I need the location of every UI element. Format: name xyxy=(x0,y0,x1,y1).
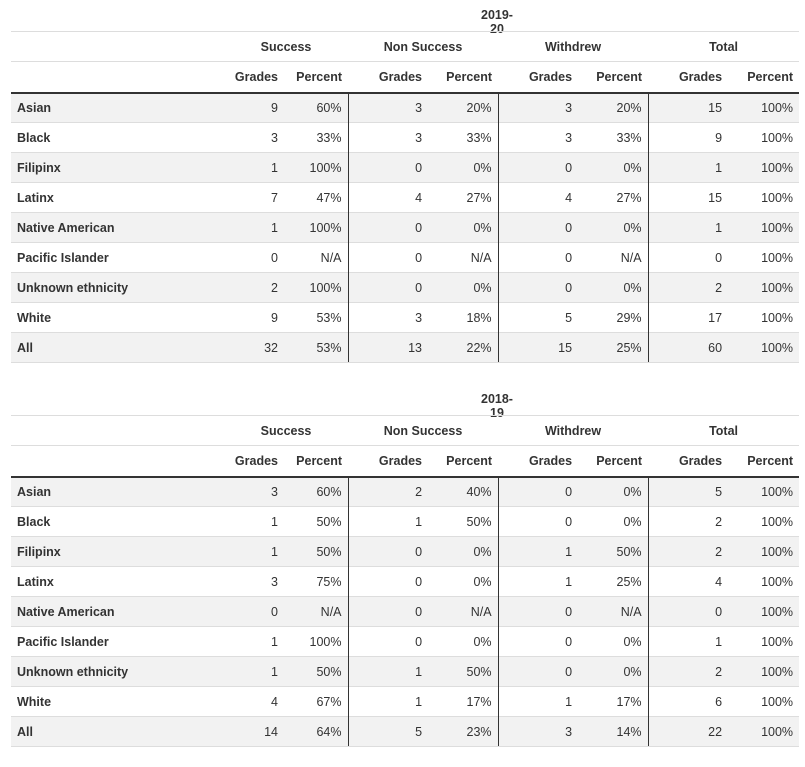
table-row xyxy=(11,93,799,123)
table-row xyxy=(11,213,799,243)
row-label: Asian xyxy=(11,93,224,123)
percent-cell: 50% xyxy=(578,537,648,567)
grades-cell: 4 xyxy=(224,687,284,717)
percent-cell: 0% xyxy=(578,153,648,183)
percent-cell: N/A xyxy=(284,243,348,273)
table-row xyxy=(11,627,799,657)
percent-cell: 50% xyxy=(284,507,348,537)
row-label: Unknown ethnicity xyxy=(11,273,224,303)
percent-cell: 60% xyxy=(284,93,348,123)
percent-cell: 25% xyxy=(578,567,648,597)
grades-cell: 2 xyxy=(648,657,728,687)
table-row xyxy=(11,687,799,717)
percent-cell: 100% xyxy=(728,303,799,333)
grades-cell: 13 xyxy=(348,333,428,363)
percent-column-header: Percent xyxy=(284,446,348,477)
grades-cell: 0 xyxy=(348,597,428,627)
percent-column-header: Percent xyxy=(728,446,799,477)
grades-cell: 0 xyxy=(498,627,578,657)
grades-cell: 2 xyxy=(648,507,728,537)
group-header: Withdrew xyxy=(498,416,648,446)
grades-cell: 3 xyxy=(224,123,284,153)
table-row xyxy=(11,567,799,597)
grades-cell: 1 xyxy=(224,657,284,687)
table-row xyxy=(11,333,799,363)
percent-cell: 50% xyxy=(428,507,498,537)
table-row xyxy=(11,717,799,747)
grades-cell: 3 xyxy=(498,717,578,747)
row-label: Black xyxy=(11,123,224,153)
row-label: Asian xyxy=(11,477,224,507)
percent-cell: 100% xyxy=(728,183,799,213)
grades-cell: 0 xyxy=(348,537,428,567)
percent-column-header: Percent xyxy=(578,62,648,93)
table-row xyxy=(11,243,799,273)
percent-cell: 100% xyxy=(728,333,799,363)
grades-cell: 5 xyxy=(498,303,578,333)
percent-cell: 100% xyxy=(728,687,799,717)
grades-cell: 15 xyxy=(648,183,728,213)
grades-cell: 0 xyxy=(498,273,578,303)
grades-cell: 1 xyxy=(224,627,284,657)
column-header-row xyxy=(11,62,799,93)
percent-column-header: Percent xyxy=(578,446,648,477)
group-header: Withdrew xyxy=(498,32,648,62)
grades-cell: 22 xyxy=(648,717,728,747)
grades-cell: 4 xyxy=(348,183,428,213)
row-label: Latinx xyxy=(11,183,224,213)
grades-column-header: Grades xyxy=(348,62,428,93)
grades-cell: 0 xyxy=(498,507,578,537)
grades-cell: 0 xyxy=(348,153,428,183)
grades-cell: 3 xyxy=(224,477,284,507)
percent-cell: 22% xyxy=(428,333,498,363)
ethnicity-outcomes-table xyxy=(11,415,799,747)
grades-cell: 2 xyxy=(648,537,728,567)
grades-cell: 0 xyxy=(224,243,284,273)
percent-cell: 40% xyxy=(428,477,498,507)
percent-cell: 0% xyxy=(428,153,498,183)
percent-cell: 100% xyxy=(728,243,799,273)
percent-cell: 0% xyxy=(578,657,648,687)
row-label: Filipinx xyxy=(11,537,224,567)
percent-cell: 53% xyxy=(284,303,348,333)
percent-cell: 33% xyxy=(578,123,648,153)
grades-cell: 0 xyxy=(498,657,578,687)
percent-cell: 100% xyxy=(284,273,348,303)
grades-cell: 1 xyxy=(498,687,578,717)
percent-cell: 29% xyxy=(578,303,648,333)
grades-cell: 0 xyxy=(348,567,428,597)
grades-cell: 9 xyxy=(648,123,728,153)
row-label: All xyxy=(11,333,224,363)
percent-cell: 25% xyxy=(578,333,648,363)
percent-cell: 20% xyxy=(578,93,648,123)
percent-cell: 100% xyxy=(284,627,348,657)
table-row xyxy=(11,273,799,303)
grades-cell: 2 xyxy=(224,273,284,303)
table-row xyxy=(11,597,799,627)
percent-cell: 100% xyxy=(728,627,799,657)
grades-cell: 3 xyxy=(498,123,578,153)
empty-header-cell xyxy=(11,62,224,93)
row-label: Pacific Islander xyxy=(11,627,224,657)
percent-cell: 0% xyxy=(428,627,498,657)
percent-cell: 53% xyxy=(284,333,348,363)
grades-column-header: Grades xyxy=(498,62,578,93)
percent-cell: 18% xyxy=(428,303,498,333)
percent-cell: 33% xyxy=(284,123,348,153)
column-header-row xyxy=(11,446,799,477)
percent-column-header: Percent xyxy=(428,446,498,477)
grades-cell: 1 xyxy=(224,153,284,183)
grades-cell: 7 xyxy=(224,183,284,213)
empty-header-cell xyxy=(11,446,224,477)
table-row xyxy=(11,507,799,537)
percent-cell: 0% xyxy=(578,477,648,507)
row-label: Unknown ethnicity xyxy=(11,657,224,687)
percent-cell: 60% xyxy=(284,477,348,507)
grades-cell: 1 xyxy=(648,153,728,183)
grades-cell: 0 xyxy=(348,627,428,657)
percent-cell: 100% xyxy=(728,597,799,627)
grades-cell: 0 xyxy=(648,597,728,627)
percent-cell: 47% xyxy=(284,183,348,213)
percent-cell: 0% xyxy=(578,213,648,243)
grades-cell: 1 xyxy=(348,507,428,537)
percent-cell: 50% xyxy=(428,657,498,687)
grades-cell: 9 xyxy=(224,93,284,123)
year-heading: 2019-20 xyxy=(481,8,513,36)
grades-column-header: Grades xyxy=(224,446,284,477)
year-heading-row xyxy=(11,392,799,420)
table-row xyxy=(11,303,799,333)
grades-cell: 3 xyxy=(348,123,428,153)
table-row xyxy=(11,477,799,507)
grades-cell: 1 xyxy=(224,507,284,537)
row-label: Latinx xyxy=(11,567,224,597)
percent-cell: 0% xyxy=(428,273,498,303)
table-row xyxy=(11,657,799,687)
percent-cell: 50% xyxy=(284,537,348,567)
grades-cell: 0 xyxy=(498,243,578,273)
table-row xyxy=(11,123,799,153)
grades-column-header: Grades xyxy=(498,446,578,477)
percent-cell: 100% xyxy=(728,537,799,567)
percent-cell: 0% xyxy=(578,627,648,657)
grades-cell: 0 xyxy=(498,597,578,627)
grades-cell: 0 xyxy=(648,243,728,273)
grades-cell: 1 xyxy=(498,567,578,597)
percent-cell: 0% xyxy=(428,537,498,567)
grades-cell: 0 xyxy=(348,243,428,273)
percent-cell: 100% xyxy=(728,657,799,687)
percent-column-header: Percent xyxy=(428,62,498,93)
grades-cell: 9 xyxy=(224,303,284,333)
grades-cell: 2 xyxy=(648,273,728,303)
percent-cell: 100% xyxy=(284,213,348,243)
grades-column-header: Grades xyxy=(648,446,728,477)
percent-cell: 0% xyxy=(428,213,498,243)
group-header-row xyxy=(11,416,799,446)
year-heading-row xyxy=(11,8,799,36)
grades-cell: 1 xyxy=(648,627,728,657)
grades-cell: 1 xyxy=(498,537,578,567)
grades-cell: 3 xyxy=(498,93,578,123)
percent-cell: N/A xyxy=(428,597,498,627)
group-header: Success xyxy=(224,32,348,62)
percent-cell: 23% xyxy=(428,717,498,747)
grades-cell: 17 xyxy=(648,303,728,333)
row-label: Native American xyxy=(11,213,224,243)
grades-cell: 2 xyxy=(348,477,428,507)
percent-cell: 20% xyxy=(428,93,498,123)
row-label: All xyxy=(11,717,224,747)
percent-cell: 17% xyxy=(578,687,648,717)
row-label: White xyxy=(11,687,224,717)
grades-column-header: Grades xyxy=(224,62,284,93)
percent-cell: 100% xyxy=(728,477,799,507)
percent-cell: N/A xyxy=(578,597,648,627)
percent-cell: 27% xyxy=(578,183,648,213)
grades-cell: 1 xyxy=(348,657,428,687)
table-row xyxy=(11,183,799,213)
grades-cell: 3 xyxy=(348,93,428,123)
grades-column-header: Grades xyxy=(648,62,728,93)
table-row xyxy=(11,153,799,183)
percent-column-header: Percent xyxy=(284,62,348,93)
grades-cell: 0 xyxy=(348,273,428,303)
grades-cell: 6 xyxy=(648,687,728,717)
percent-cell: 33% xyxy=(428,123,498,153)
grades-cell: 32 xyxy=(224,333,284,363)
percent-cell: 27% xyxy=(428,183,498,213)
group-header: Success xyxy=(224,416,348,446)
percent-cell: 0% xyxy=(428,567,498,597)
grades-cell: 1 xyxy=(348,687,428,717)
grades-cell: 15 xyxy=(648,93,728,123)
percent-cell: 64% xyxy=(284,717,348,747)
percent-column-header: Percent xyxy=(728,62,799,93)
empty-header-cell xyxy=(11,32,224,62)
year-heading: 2018-19 xyxy=(481,392,513,420)
percent-cell: 50% xyxy=(284,657,348,687)
percent-cell: 0% xyxy=(578,507,648,537)
row-label: Native American xyxy=(11,597,224,627)
group-header: Non Success xyxy=(348,416,498,446)
percent-cell: 100% xyxy=(728,567,799,597)
percent-cell: N/A xyxy=(578,243,648,273)
grades-column-header: Grades xyxy=(348,446,428,477)
empty-header-cell xyxy=(11,416,224,446)
grades-cell: 0 xyxy=(224,597,284,627)
group-header: Total xyxy=(648,416,799,446)
grades-cell: 0 xyxy=(498,153,578,183)
percent-cell: N/A xyxy=(284,597,348,627)
table-row xyxy=(11,537,799,567)
grades-cell: 5 xyxy=(648,477,728,507)
percent-cell: 67% xyxy=(284,687,348,717)
grades-cell: 1 xyxy=(648,213,728,243)
grades-cell: 14 xyxy=(224,717,284,747)
group-header: Non Success xyxy=(348,32,498,62)
percent-cell: 100% xyxy=(728,507,799,537)
ethnicity-outcomes-table xyxy=(11,31,799,363)
percent-cell: 100% xyxy=(728,717,799,747)
group-header-row xyxy=(11,32,799,62)
grades-cell: 0 xyxy=(498,213,578,243)
percent-cell: 0% xyxy=(578,273,648,303)
grades-cell: 4 xyxy=(648,567,728,597)
percent-cell: N/A xyxy=(428,243,498,273)
grades-cell: 3 xyxy=(348,303,428,333)
percent-cell: 100% xyxy=(728,123,799,153)
grades-cell: 5 xyxy=(348,717,428,747)
grades-cell: 3 xyxy=(224,567,284,597)
grades-cell: 4 xyxy=(498,183,578,213)
grades-cell: 1 xyxy=(224,537,284,567)
row-label: White xyxy=(11,303,224,333)
grades-cell: 1 xyxy=(224,213,284,243)
percent-cell: 100% xyxy=(284,153,348,183)
grades-cell: 15 xyxy=(498,333,578,363)
group-header: Total xyxy=(648,32,799,62)
grades-cell: 0 xyxy=(348,213,428,243)
percent-cell: 100% xyxy=(728,153,799,183)
row-label: Black xyxy=(11,507,224,537)
grades-cell: 60 xyxy=(648,333,728,363)
percent-cell: 100% xyxy=(728,93,799,123)
percent-cell: 14% xyxy=(578,717,648,747)
grades-cell: 0 xyxy=(498,477,578,507)
percent-cell: 17% xyxy=(428,687,498,717)
percent-cell: 100% xyxy=(728,273,799,303)
percent-cell: 100% xyxy=(728,213,799,243)
row-label: Filipinx xyxy=(11,153,224,183)
row-label: Pacific Islander xyxy=(11,243,224,273)
percent-cell: 75% xyxy=(284,567,348,597)
